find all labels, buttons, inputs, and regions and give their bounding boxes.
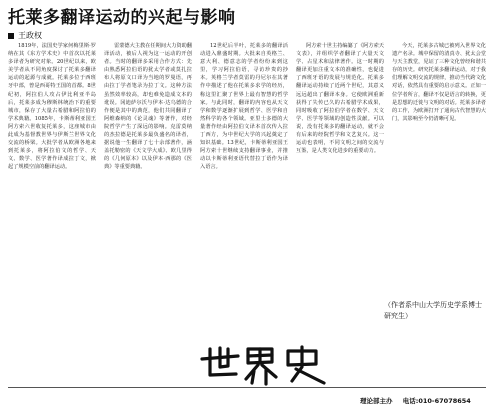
article-column-1 xyxy=(8,42,96,388)
article-paragraph: 今天，托莱多古城已被列入世界文化遗产名录。城中保留的清真寺、犹太会堂与天主教堂，见证了三种文化曾经和谐共存的历史。研究托莱多翻译运动，对于我们理解文明交流的规律，推动当代跨文化对话，依然具有重要的启示意义。正如一位学者所言，翻译不仅是语言的转换，更是思想的迁徙与文明的对话。托莱多译者的工作，为欧洲打开了通向古代智慧的大门，其影响至今仍清晰可见。 xyxy=(392,43,486,122)
author-name: 王政权 xyxy=(18,31,42,40)
world-history-calligraphy-logo xyxy=(196,345,346,387)
footer-rule xyxy=(8,387,486,388)
article-body xyxy=(8,42,486,388)
page-footer xyxy=(360,396,479,405)
author-bullet-icon xyxy=(8,33,14,39)
article-column-3 xyxy=(200,42,288,388)
article-column-2 xyxy=(104,42,192,388)
footer-editor: 理论部主办 xyxy=(360,397,393,405)
article-paragraph: 阿方索十世主持编纂了《阿方索天文表》，并组织学者翻译了大量天文学、占星术和法律著作。这一时期的翻译更加注重文本的准确性，也促进了西班牙语的发展与规范化。托莱多翻译运动持续了近两个世纪，其意义远远超出了翻译本身。它使欧洲重新获得了失传已久的古希腊学术成果，同时吸收了阿拉伯学者在数学、天文学、医学等领域的创造性贡献。可以说，没有托莱多的翻译运动，就不会有后来的经院哲学和文艺复兴。这一运动也表明，不同文明之间的交流与互鉴，是人类文化进步的重要动力。 xyxy=(296,43,384,155)
article-paragraph: 1819年，法国史学家何梅里斯·罗纳在其《东方学术史》中首次以托莱多译者为研究对象。20世纪以来，欧美学者从不同角度探讨了托莱多翻译运动的起源与成就。托莱多位于西班牙中部，曾是西哥特王国的首都。8世纪初，阿拉伯人攻占伊比利亚半岛后，托莱多成为穆斯林统治下的重要城市，保存了大量古希腊和阿拉伯的学术典籍。1085年，卡斯蒂利亚国王阿方索六世收复托莱多，这座城市由此成为基督教世界与伊斯兰世界文化交流的桥梁。大批学者从欧洲各地来到托莱多，将阿拉伯文的哲学、天文、数学、医学著作译成拉丁文，掀起了规模空前的翻译运动。 xyxy=(8,43,96,171)
author-line xyxy=(8,30,42,41)
article-column-4 xyxy=(296,42,384,388)
author-note: （作者系中山大学历史学系博士研究生） xyxy=(384,301,482,320)
footer-phone: 电话:010-67078654 xyxy=(402,397,471,405)
article-paragraph: 12世纪后半叶，托莱多的翻译活动进入鼎盛时期。大批来自英格兰、意大利、德意志的学者纷纷来到这里，学习阿拉伯语，寻访珍贵的抄本。英格兰学者莫雷的丹尼尔在其著作中描述了他在托莱多求学的经历，称这里汇聚了世界上最有智慧的哲学家。与此同时，翻译的内容也从天文学和数学逐渐扩展到哲学、医学和自然科学的各个领域。亚里士多德的大量著作经由阿拉伯文译本首次传入拉丁西方，为中世纪大学的兴起奠定了知识基础。13世纪，卡斯蒂利亚国王阿方索十世继续支持翻译事业，并推动以卡斯蒂利亚语代替拉丁语作为译入语言。 xyxy=(200,43,288,171)
article-title: 托莱多翻译运动的兴起与影响 xyxy=(8,8,236,28)
article-paragraph: 雷蒙德大主教在任期间大力资助翻译活动，被后人视为这一运动的开创者。当时的翻译多采用合作方式：先由熟悉阿拉伯语的犹太学者或莫扎拉布人将原文口译为当地的罗曼语，再由拉丁学者笔录为拉丁文。这种方法虽然效率较高，却也难免造成文本的讹误。冈迪萨尔沃与伊本·达乌德的合作便是其中的典范，他们共同翻译了阿维森纳的《论灵魂》等著作，对经院哲学产生了深远的影响。克雷莫纳的杰拉德是托莱多最负盛名的译者，据说他一生翻译了七十余部著作，涵盖托勒密的《天文学大成》、欧几里得的《几何原本》以及伊本·西那的《医典》等重要典籍。 xyxy=(104,43,192,171)
article-column-5 xyxy=(392,42,486,294)
